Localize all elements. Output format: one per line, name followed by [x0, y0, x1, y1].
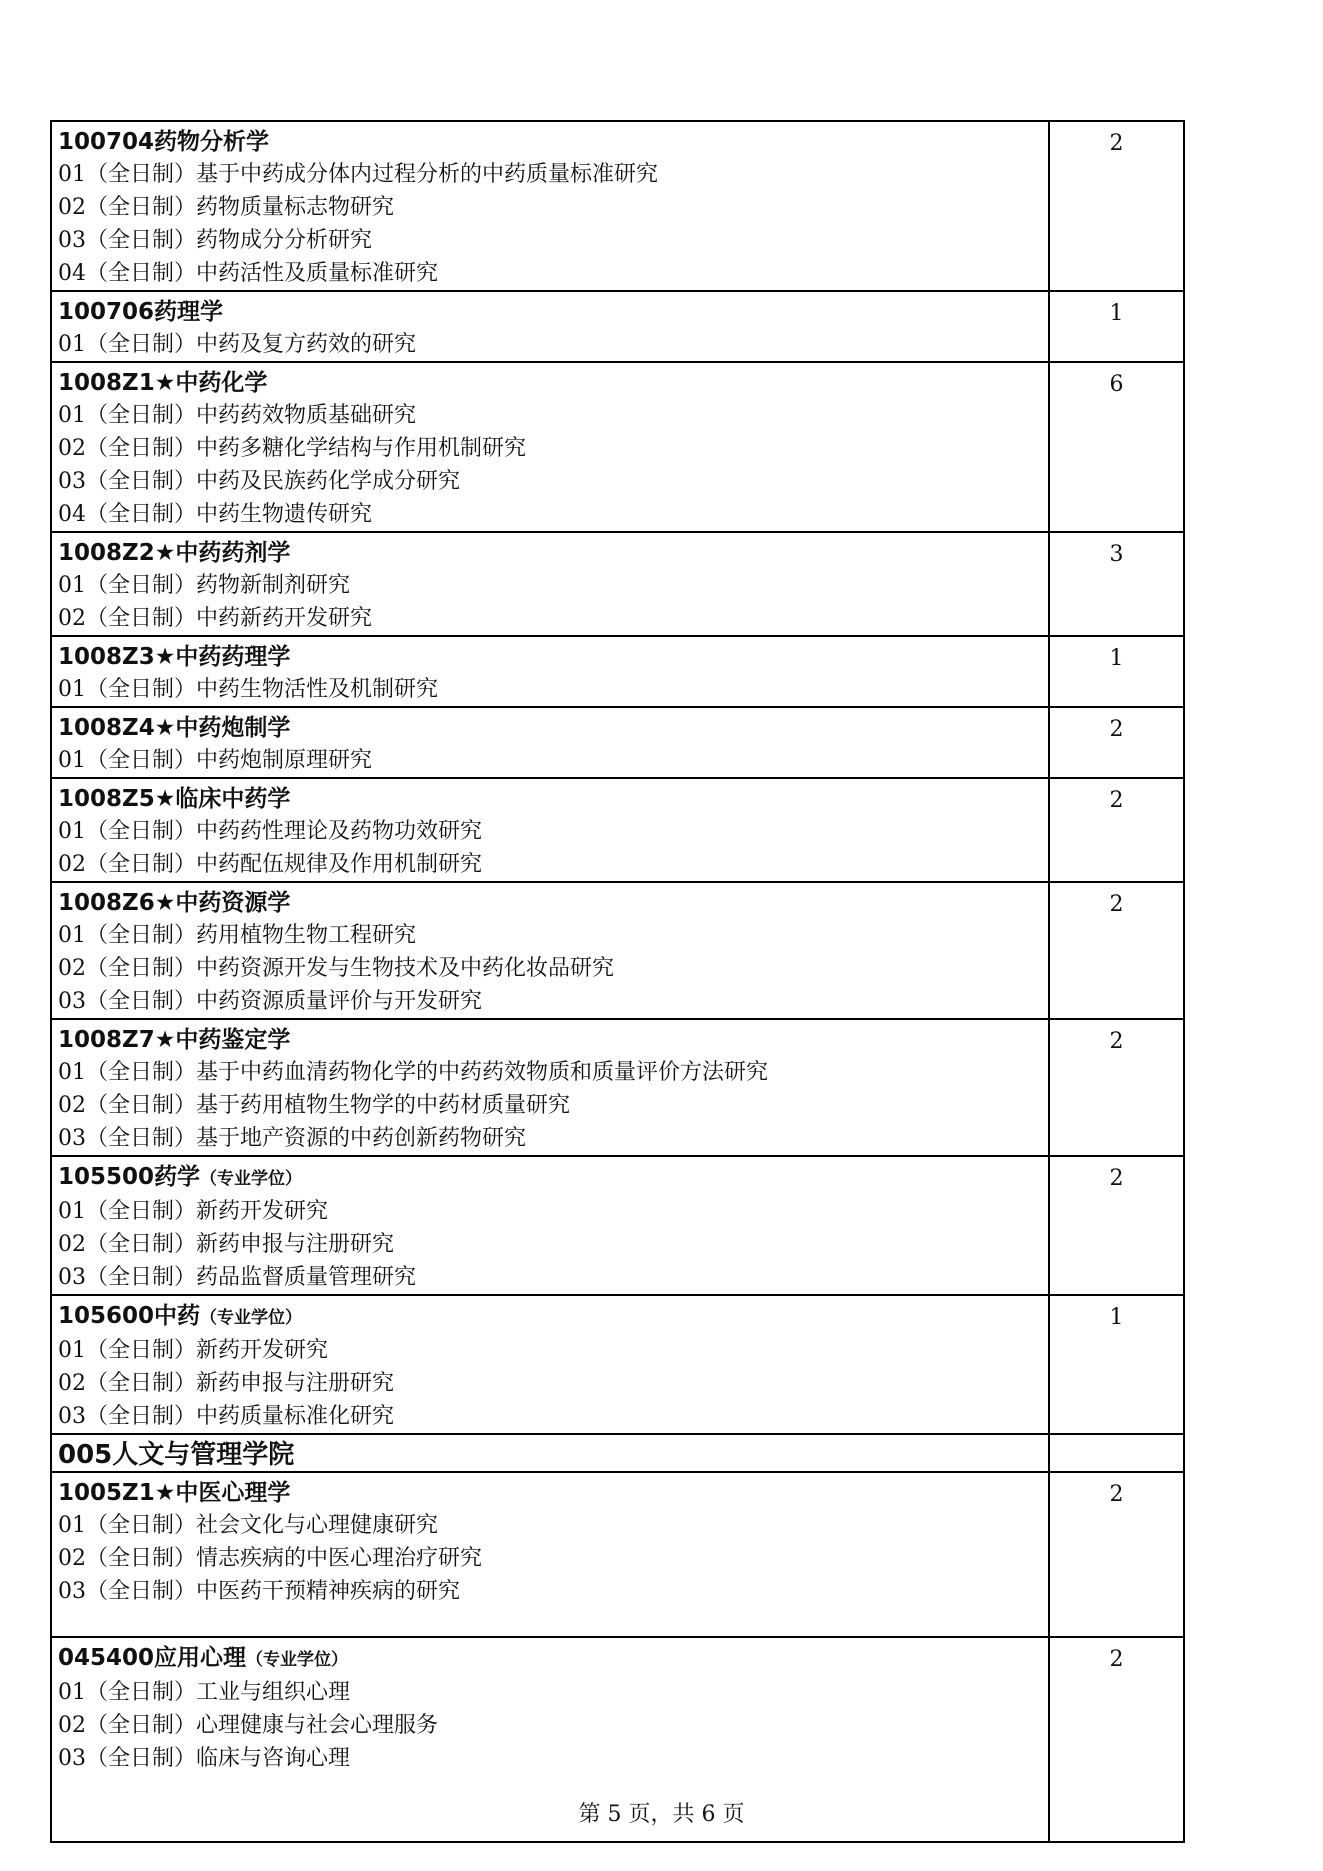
- page-footer: 第 5 页，共 6 页: [578, 1802, 745, 1827]
- program-heading: [58, 1477, 1048, 1509]
- quota-cell: 2: [1049, 1472, 1184, 1637]
- program-name: 药理学: [154, 299, 224, 325]
- program-row: [51, 707, 1184, 778]
- program-name: 药物分析学: [154, 129, 270, 155]
- research-direction: 02（全日制）中药配伍规律及作用机制研究: [58, 852, 482, 877]
- program-name: 药学: [154, 1164, 201, 1190]
- research-direction: 03（全日制）中药及民族药化学成分研究: [58, 469, 460, 494]
- program-name: 应用心理: [154, 1645, 247, 1671]
- research-direction: 02（全日制）心理健康与社会心理服务: [58, 1713, 438, 1738]
- program-code: 1008Z1: [58, 370, 155, 396]
- section-row: [51, 1434, 1184, 1472]
- quota-cell: 3: [1049, 532, 1184, 636]
- program-cell: [51, 1295, 1049, 1434]
- section-title: 005人文与管理学院: [58, 1440, 295, 1470]
- program-row: [51, 636, 1184, 707]
- program-heading: [58, 1161, 1048, 1195]
- program-name: ★中药化学: [154, 370, 268, 396]
- program-row: [51, 121, 1184, 291]
- research-direction: 03（全日制）临床与咨询心理: [58, 1746, 350, 1771]
- research-direction: 03（全日制）中药质量标准化研究: [58, 1404, 394, 1429]
- program-name: ★中医心理学: [154, 1480, 291, 1506]
- program-heading: [58, 367, 1048, 399]
- research-direction: 01（全日制）工业与组织心理: [58, 1680, 350, 1705]
- program-cell: [51, 121, 1049, 291]
- quota-cell: 1: [1049, 1295, 1184, 1434]
- quota-cell: 2: [1049, 1156, 1184, 1295]
- program-code: 105500: [58, 1164, 155, 1190]
- research-direction: 01（全日制）基于中药血清药物化学的中药药效物质和质量评价方法研究: [58, 1060, 768, 1085]
- program-name: ★中药资源学: [154, 890, 291, 916]
- program-heading: [58, 1024, 1048, 1056]
- program-code: 1008Z7: [58, 1027, 155, 1053]
- program-code: 1008Z3: [58, 644, 155, 670]
- quota-cell: [1049, 1434, 1184, 1472]
- research-direction: 02（全日制）情志疾病的中医心理治疗研究: [58, 1546, 482, 1571]
- research-direction: 03（全日制）药品监督质量管理研究: [58, 1265, 416, 1290]
- program-row: [51, 1019, 1184, 1156]
- research-direction: 02（全日制）中药资源开发与生物技术及中药化妆品研究: [58, 956, 614, 981]
- degree-type-label: （专业学位）: [200, 1169, 303, 1189]
- program-row: [51, 291, 1184, 362]
- program-row: [51, 532, 1184, 636]
- program-code: 045400: [58, 1645, 155, 1671]
- program-row: [51, 362, 1184, 532]
- research-direction: 02（全日制）中药新药开发研究: [58, 606, 372, 631]
- program-name: ★中药药理学: [154, 644, 291, 670]
- program-cell: [51, 532, 1049, 636]
- research-direction: 03（全日制）中医药干预精神疾病的研究: [58, 1579, 460, 1604]
- program-heading: [58, 712, 1048, 744]
- research-direction: 01（全日制）中药生物活性及机制研究: [58, 677, 438, 702]
- research-direction: 02（全日制）新药申报与注册研究: [58, 1371, 394, 1396]
- quota-cell: 1: [1049, 636, 1184, 707]
- research-direction: 01（全日制）中药及复方药效的研究: [58, 332, 416, 357]
- program-row: [51, 1472, 1184, 1637]
- program-heading: [58, 537, 1048, 569]
- program-heading: [58, 1642, 1048, 1676]
- quota-cell: 2: [1049, 707, 1184, 778]
- quota-cell: 2: [1049, 1019, 1184, 1156]
- research-direction: 03（全日制）中药资源质量评价与开发研究: [58, 989, 482, 1014]
- program-code: 100706: [58, 299, 155, 325]
- program-name: 中药: [154, 1303, 201, 1329]
- program-name: ★中药药剂学: [154, 540, 291, 566]
- research-direction: 01（全日制）中药药效物质基础研究: [58, 403, 416, 428]
- research-direction: 02（全日制）中药多糖化学结构与作用机制研究: [58, 436, 526, 461]
- quota-cell: 1: [1049, 291, 1184, 362]
- program-heading: [58, 783, 1048, 815]
- research-direction: 03（全日制）基于地产资源的中药创新药物研究: [58, 1126, 526, 1151]
- research-direction: 02（全日制）基于药用植物生物学的中药材质量研究: [58, 1093, 570, 1118]
- research-direction: 01（全日制）社会文化与心理健康研究: [58, 1513, 438, 1538]
- program-cell: [51, 1156, 1049, 1295]
- program-row: [51, 1295, 1184, 1434]
- degree-type-label: （专业学位）: [200, 1308, 303, 1328]
- quota-cell: 6: [1049, 362, 1184, 532]
- program-cell: [51, 1434, 1049, 1472]
- quota-cell: 2: [1049, 778, 1184, 882]
- program-cell: [51, 636, 1049, 707]
- enrollment-table: [50, 120, 1185, 1843]
- program-cell: [51, 707, 1049, 778]
- program-name: ★临床中药学: [154, 786, 291, 812]
- program-name: ★中药炮制学: [154, 715, 291, 741]
- research-direction: 01（全日制）药用植物生物工程研究: [58, 923, 416, 948]
- program-code: 105600: [58, 1303, 155, 1329]
- program-code: 1008Z6: [58, 890, 155, 916]
- degree-type-label: （专业学位）: [246, 1650, 349, 1670]
- research-direction: 02（全日制）药物质量标志物研究: [58, 195, 394, 220]
- research-direction: 04（全日制）中药生物遗传研究: [58, 502, 372, 527]
- program-heading: [58, 641, 1048, 673]
- quota-cell: 2: [1049, 121, 1184, 291]
- program-heading: [58, 1300, 1048, 1334]
- quota-cell: 2: [1049, 1637, 1184, 1842]
- research-direction: 01（全日制）基于中药成分体内过程分析的中药质量标准研究: [58, 162, 658, 187]
- program-heading: [58, 126, 1048, 158]
- program-cell: [51, 362, 1049, 532]
- program-cell: [51, 778, 1049, 882]
- program-cell: [51, 882, 1049, 1019]
- program-heading: [58, 296, 1048, 328]
- program-code: 1008Z4: [58, 715, 155, 741]
- research-direction: 01（全日制）药物新制剂研究: [58, 573, 350, 598]
- program-cell: [51, 1472, 1049, 1637]
- research-direction: 01（全日制）中药药性理论及药物功效研究: [58, 819, 482, 844]
- research-direction: 03（全日制）药物成分分析研究: [58, 228, 372, 253]
- research-direction: 02（全日制）新药申报与注册研究: [58, 1232, 394, 1257]
- program-cell: [51, 291, 1049, 362]
- research-direction: 01（全日制）新药开发研究: [58, 1338, 328, 1363]
- program-row: [51, 882, 1184, 1019]
- program-code: 1005Z1: [58, 1480, 155, 1506]
- research-direction: 01（全日制）中药炮制原理研究: [58, 748, 372, 773]
- research-direction: 04（全日制）中药活性及质量标准研究: [58, 261, 438, 286]
- program-row: [51, 778, 1184, 882]
- program-name: ★中药鉴定学: [154, 1027, 291, 1053]
- research-direction: 01（全日制）新药开发研究: [58, 1199, 328, 1224]
- program-heading: [58, 887, 1048, 919]
- program-code: 1008Z5: [58, 786, 155, 812]
- program-row: [51, 1156, 1184, 1295]
- program-code: 100704: [58, 129, 155, 155]
- program-code: 1008Z2: [58, 540, 155, 566]
- quota-cell: 2: [1049, 882, 1184, 1019]
- program-cell: [51, 1019, 1049, 1156]
